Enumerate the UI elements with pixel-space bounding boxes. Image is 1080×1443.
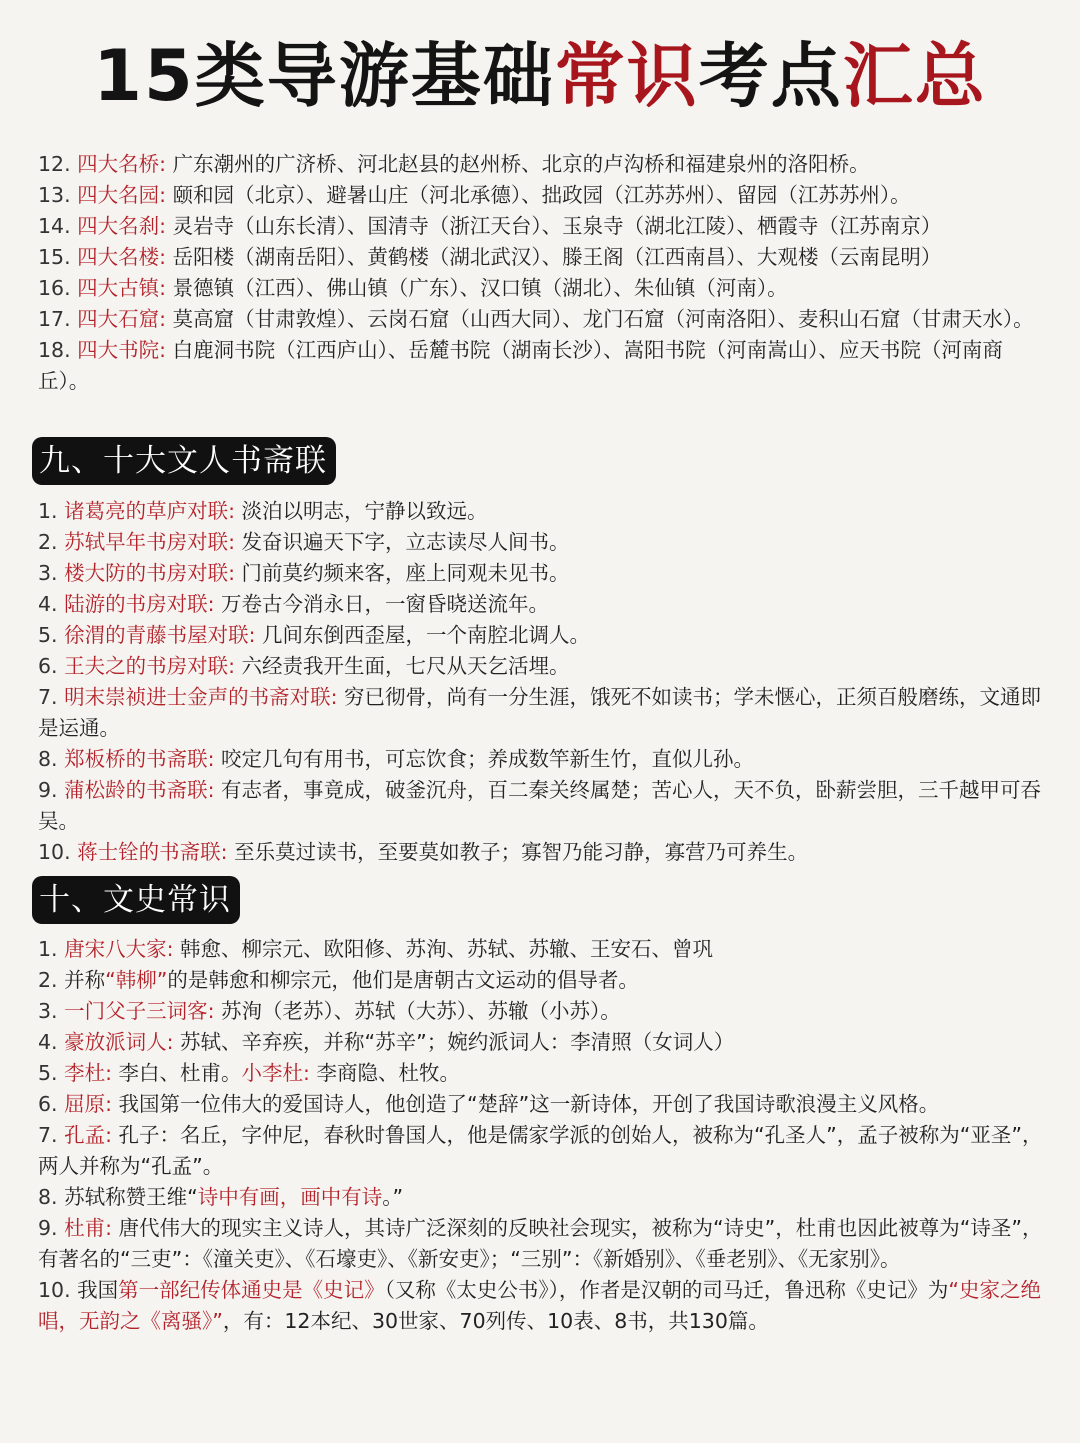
list-item: 7. 明末崇祯进士金声的书斋对联: 穷已彻骨，尚有一分生涯，饿死不如读书；学未惬心，正须百般磨练，文通即是运通。	[38, 685, 1042, 740]
famous-sites-list	[38, 149, 1048, 397]
title-part: 考点	[698, 35, 843, 117]
list-item: 9. 蒲松龄的书斋联: 有志者，事竟成，破釜沉舟，百二秦关终属楚；苦心人，天不负，卧薪尝胆，三千越甲可吞吴。	[38, 778, 1042, 833]
section-heading-couplets: 九、十大文人书斋联	[32, 437, 336, 485]
title-part: 15类导游基础	[93, 35, 555, 117]
list-item: 12. 四大名桥: 广东潮州的广济桥、河北赵县的赵州桥、北京的卢沟桥和福建泉州的洛阳桥。	[38, 152, 870, 176]
list-item: 5. 徐渭的青藤书屋对联: 几间东倒西歪屋，一个南腔北调人。	[38, 623, 591, 647]
list-item: 8. 苏轼称赞王维“诗中有画，画中有诗。”	[38, 1185, 404, 1209]
list-item: 10. 蒋士铨的书斋联: 至乐莫过读书，至要莫如教子；寡智乃能习静，寡营乃可养生。	[38, 840, 809, 864]
title-highlight: 常识	[554, 35, 699, 117]
list-item: 6. 王夫之的书房对联: 六经责我开生面，七尺从天乞活埋。	[38, 654, 570, 678]
page-title	[0, 28, 1080, 124]
list-item: 18. 四大书院: 白鹿洞书院（江西庐山）、岳麓书院（湖南长沙）、嵩阳书院（河南嵩山）、应天书院（河南商丘）。	[38, 338, 1003, 393]
list-item: 8. 郑板桥的书斋联: 咬定几句有用书，可忘饮食；养成数竿新生竹，直似儿孙。	[38, 747, 755, 771]
list-item: 13. 四大名园: 颐和园（北京）、避暑山庄（河北承德）、拙政园（江苏苏州）、留园（江苏苏州）。	[38, 183, 911, 207]
couplets-list	[38, 496, 1048, 868]
section-heading-history: 十、文史常识	[32, 876, 240, 924]
list-item: 14. 四大名刹: 灵岩寺（山东长清）、国清寺（浙江天台）、玉泉寺（湖北江陵）、栖霞寺（江苏南京）	[38, 214, 942, 238]
list-item: 15. 四大名楼: 岳阳楼（湖南岳阳）、黄鹤楼（湖北武汉）、滕王阁（江西南昌）、大观楼（云南昆明）	[38, 245, 942, 269]
list-item: 2. 苏轼早年书房对联: 发奋识遍天下字，立志读尽人间书。	[38, 530, 570, 554]
list-item: 3. 楼大防的书房对联: 门前莫约频来客，座上同观未见书。	[38, 561, 570, 585]
list-item: 1. 诸葛亮的草庐对联: 淡泊以明志，宁静以致远。	[38, 499, 488, 523]
history-list	[38, 934, 1048, 1337]
title-highlight: 汇总	[842, 35, 987, 117]
list-item: 2. 并称“韩柳”的是韩愈和柳宗元，他们是唐朝古文运动的倡导者。	[38, 968, 639, 992]
list-item: 4. 陆游的书房对联: 万卷古今消永日，一窗昏晓送流年。	[38, 592, 550, 616]
list-item: 16. 四大古镇: 景德镇（江西）、佛山镇（广东）、汉口镇（湖北）、朱仙镇（河南）。	[38, 276, 788, 300]
list-item: 5. 李杜: 李白、杜甫。小李杜: 李商隐、杜牧。	[38, 1061, 460, 1085]
list-item: 6. 屈原: 我国第一位伟大的爱国诗人，他创造了“楚辞”这一新诗体，开创了我国诗歌浪漫主义风格。	[38, 1092, 940, 1116]
list-item: 9. 杜甫: 唐代伟大的现实主义诗人，其诗广泛深刻的反映社会现实，被称为“诗史”，杜甫也因此被尊为“诗圣”，有著名的“三吏”：《潼关吏》、《石壕吏》、《新安吏》；“三别”：《新婚别》、《垂老别》、《无家别》。	[38, 1216, 1043, 1271]
list-item: 3. 一门父子三词客: 苏洵（老苏）、苏轼（大苏）、苏辙（小苏）。	[38, 999, 621, 1023]
list-item: 7. 孔孟: 孔子：名丘，字仲尼，春秋时鲁国人，他是儒家学派的创始人，被称为“孔圣人”，孟子被称为“亚圣”，两人并称为“孔孟”。	[38, 1123, 1043, 1178]
list-item: 10. 我国第一部纪传体通史是《史记》（又称《太史公书》），作者是汉朝的司马迁，鲁迅称《史记》为“史家之绝唱，无韵之《离骚》”，有：12本纪、30世家、70列传、10表、8书，共130篇。	[38, 1278, 1042, 1333]
list-item: 4. 豪放派词人: 苏轼、辛弃疾，并称“苏辛”；婉约派词人：李清照（女词人）	[38, 1030, 735, 1054]
list-item: 17. 四大石窟: 莫高窟（甘肃敦煌）、云岗石窟（山西大同）、龙门石窟（河南洛阳）、麦积山石窟（甘肃天水）。	[38, 307, 1034, 331]
list-item: 1. 唐宋八大家: 韩愈、柳宗元、欧阳修、苏洵、苏轼、苏辙、王安石、曾巩	[38, 937, 714, 961]
